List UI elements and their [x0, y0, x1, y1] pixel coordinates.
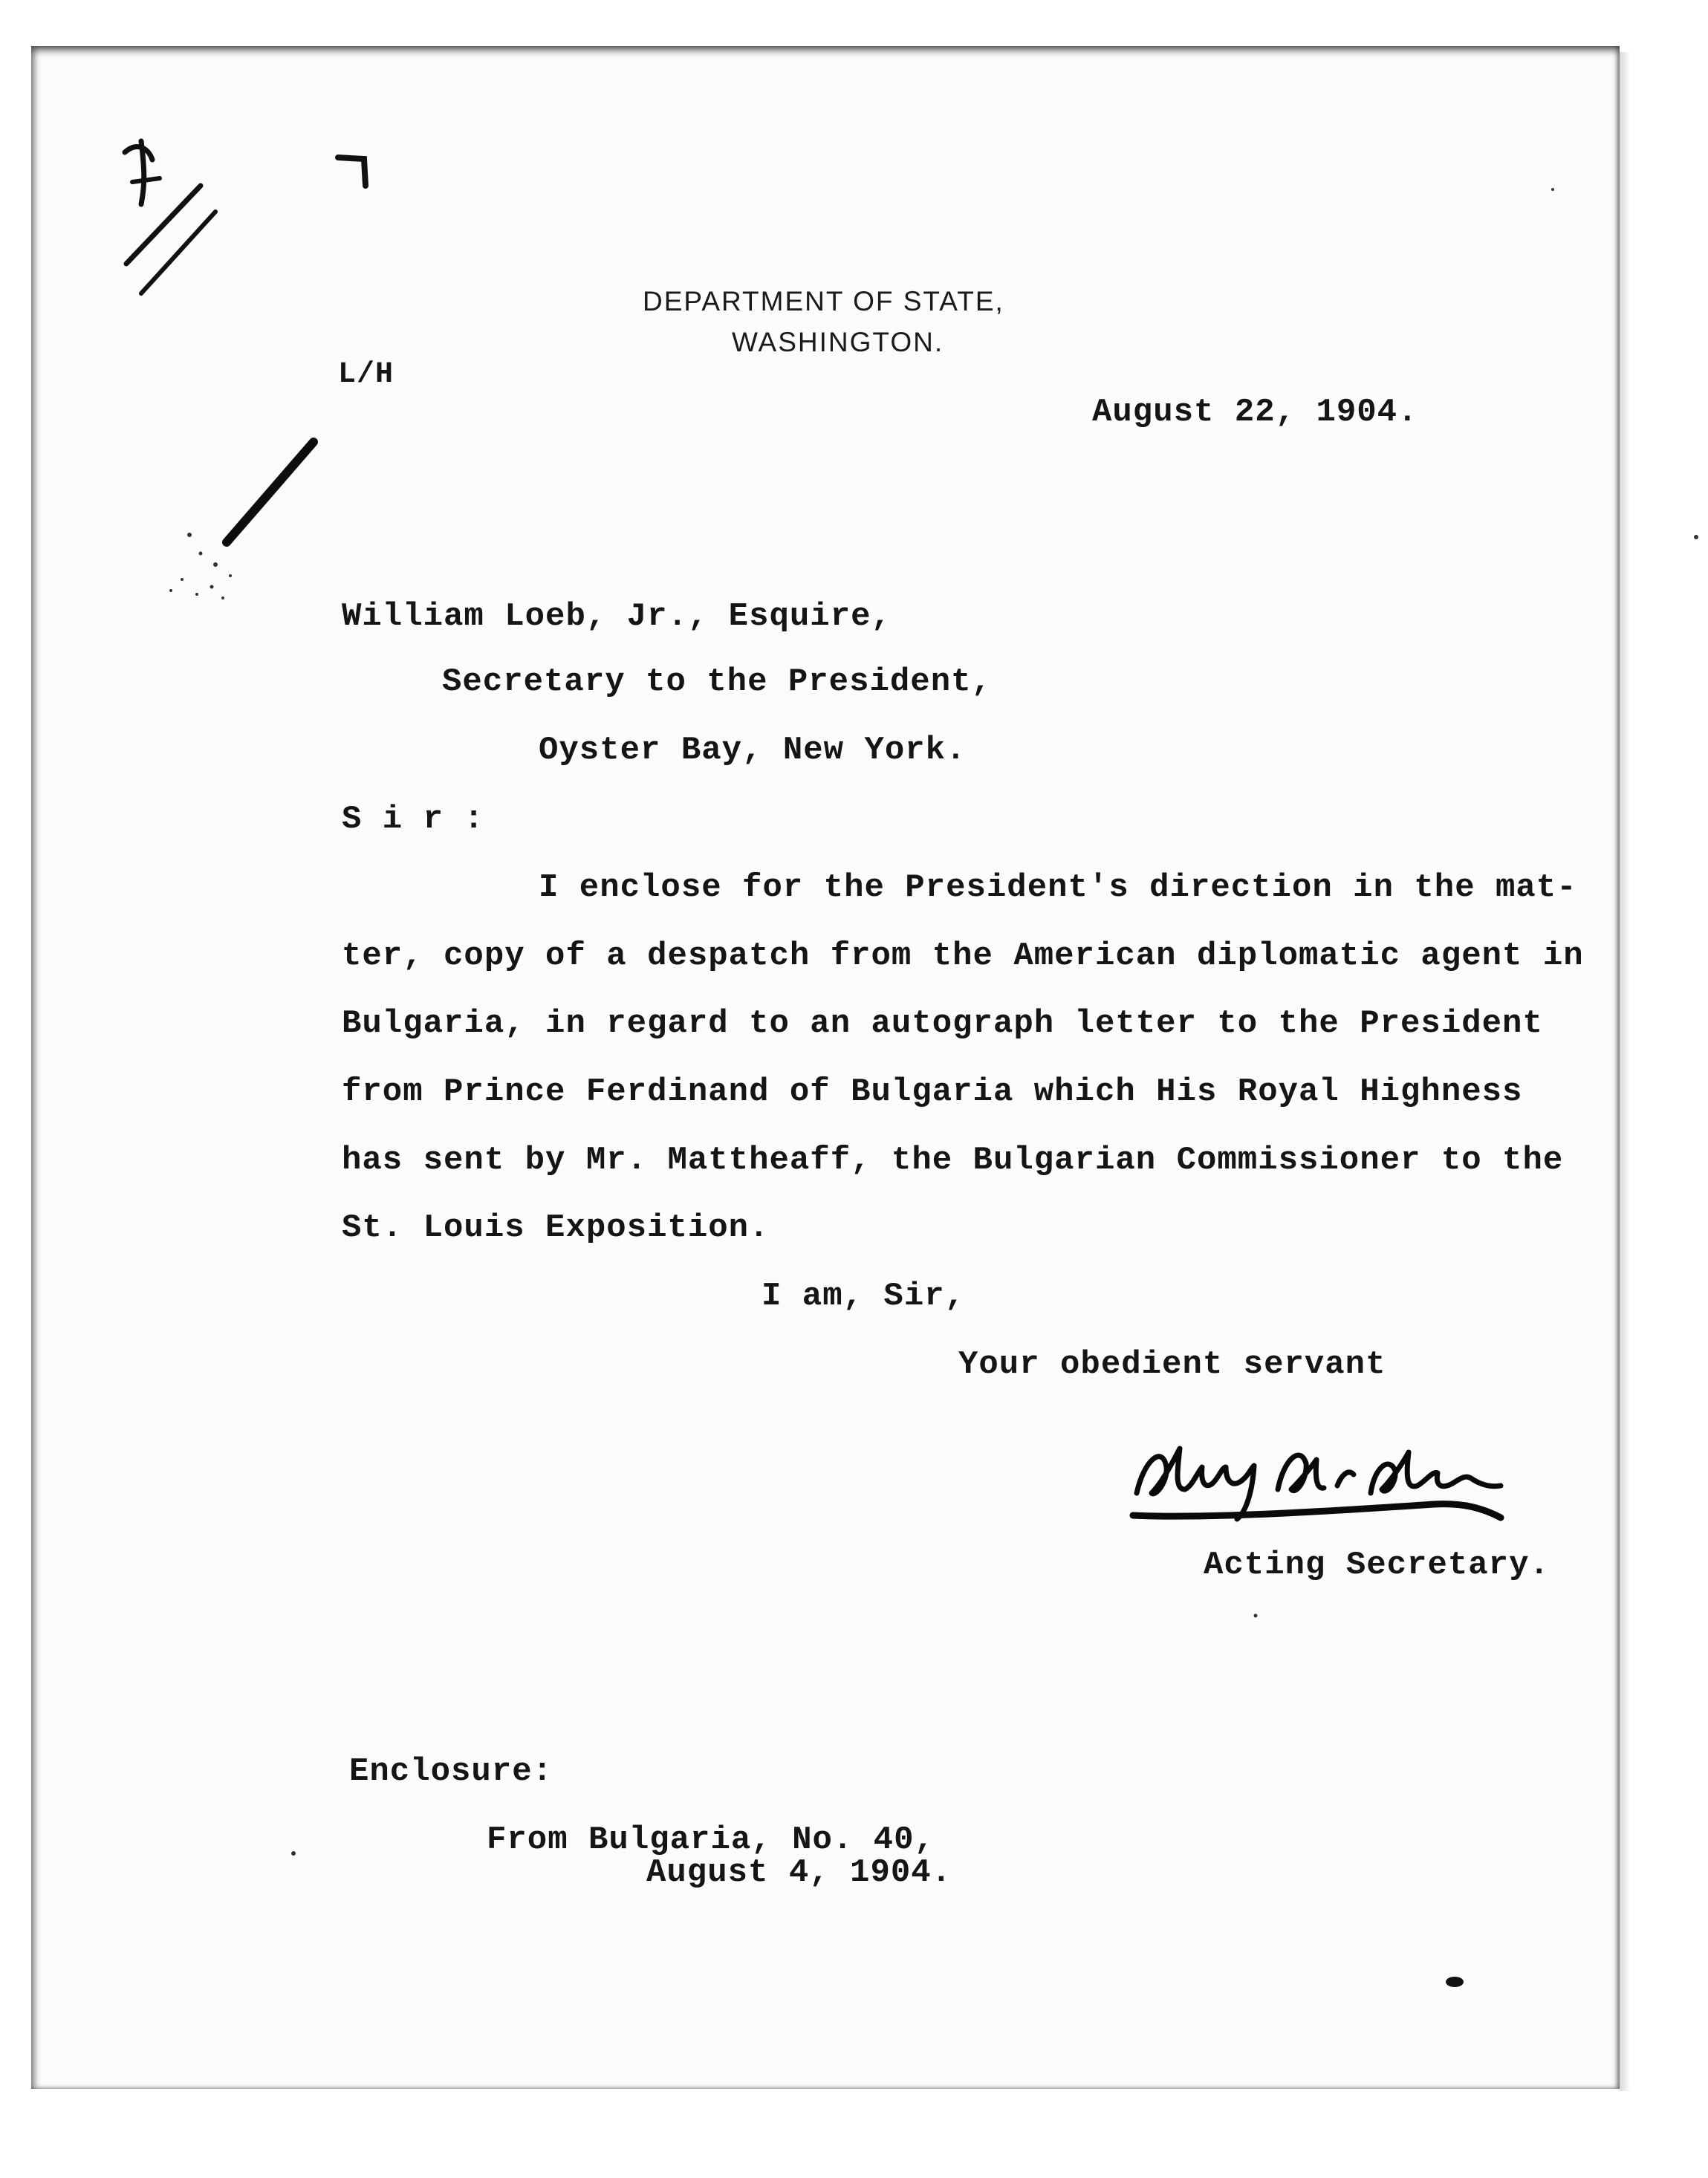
body-line: ter, copy of a despatch from the American diplomatic agent in: [342, 937, 1584, 975]
letterhead-department: DEPARTMENT OF STATE,: [643, 286, 1004, 316]
body-line: from Prince Ferdinand of Bulgaria which His Royal Highness: [342, 1073, 1523, 1111]
signer-title: Acting Secretary.: [1204, 1547, 1550, 1584]
enclosure-label: Enclosure:: [349, 1753, 553, 1790]
body-line: I enclose for the President's direction in the mat-: [539, 869, 1577, 906]
closing-line: I am, Sir,: [762, 1278, 966, 1315]
closing-line: Your obedient servant: [958, 1346, 1386, 1383]
ink-blot-icon: [1446, 1977, 1464, 1987]
recipient-title: Secretary to the President,: [442, 663, 992, 700]
enclosure-line: From Bulgaria, No. 40,: [487, 1821, 935, 1859]
pencil-mark-icon: [125, 141, 366, 293]
letterhead-city: WASHINGTON.: [732, 327, 944, 357]
recipient-name: William Loeb, Jr., Esquire,: [342, 598, 892, 635]
reference-initials: L/H: [338, 358, 394, 391]
handwritten-signature: [1122, 1415, 1508, 1541]
enclosure-line: August 4, 1904.: [646, 1854, 952, 1891]
body-line: St. Louis Exposition.: [342, 1209, 770, 1246]
body-line: Bulgaria, in regard to an autograph letter to the President: [342, 1005, 1543, 1042]
pen-stroke-icon: [227, 442, 314, 542]
body-line: has sent by Mr. Mattheaff, the Bulgarian Commissioner to the: [342, 1142, 1564, 1179]
recipient-location: Oyster Bay, New York.: [539, 732, 967, 769]
letter-date: August 22, 1904.: [1092, 394, 1418, 431]
salutation: S i r :: [342, 801, 484, 838]
